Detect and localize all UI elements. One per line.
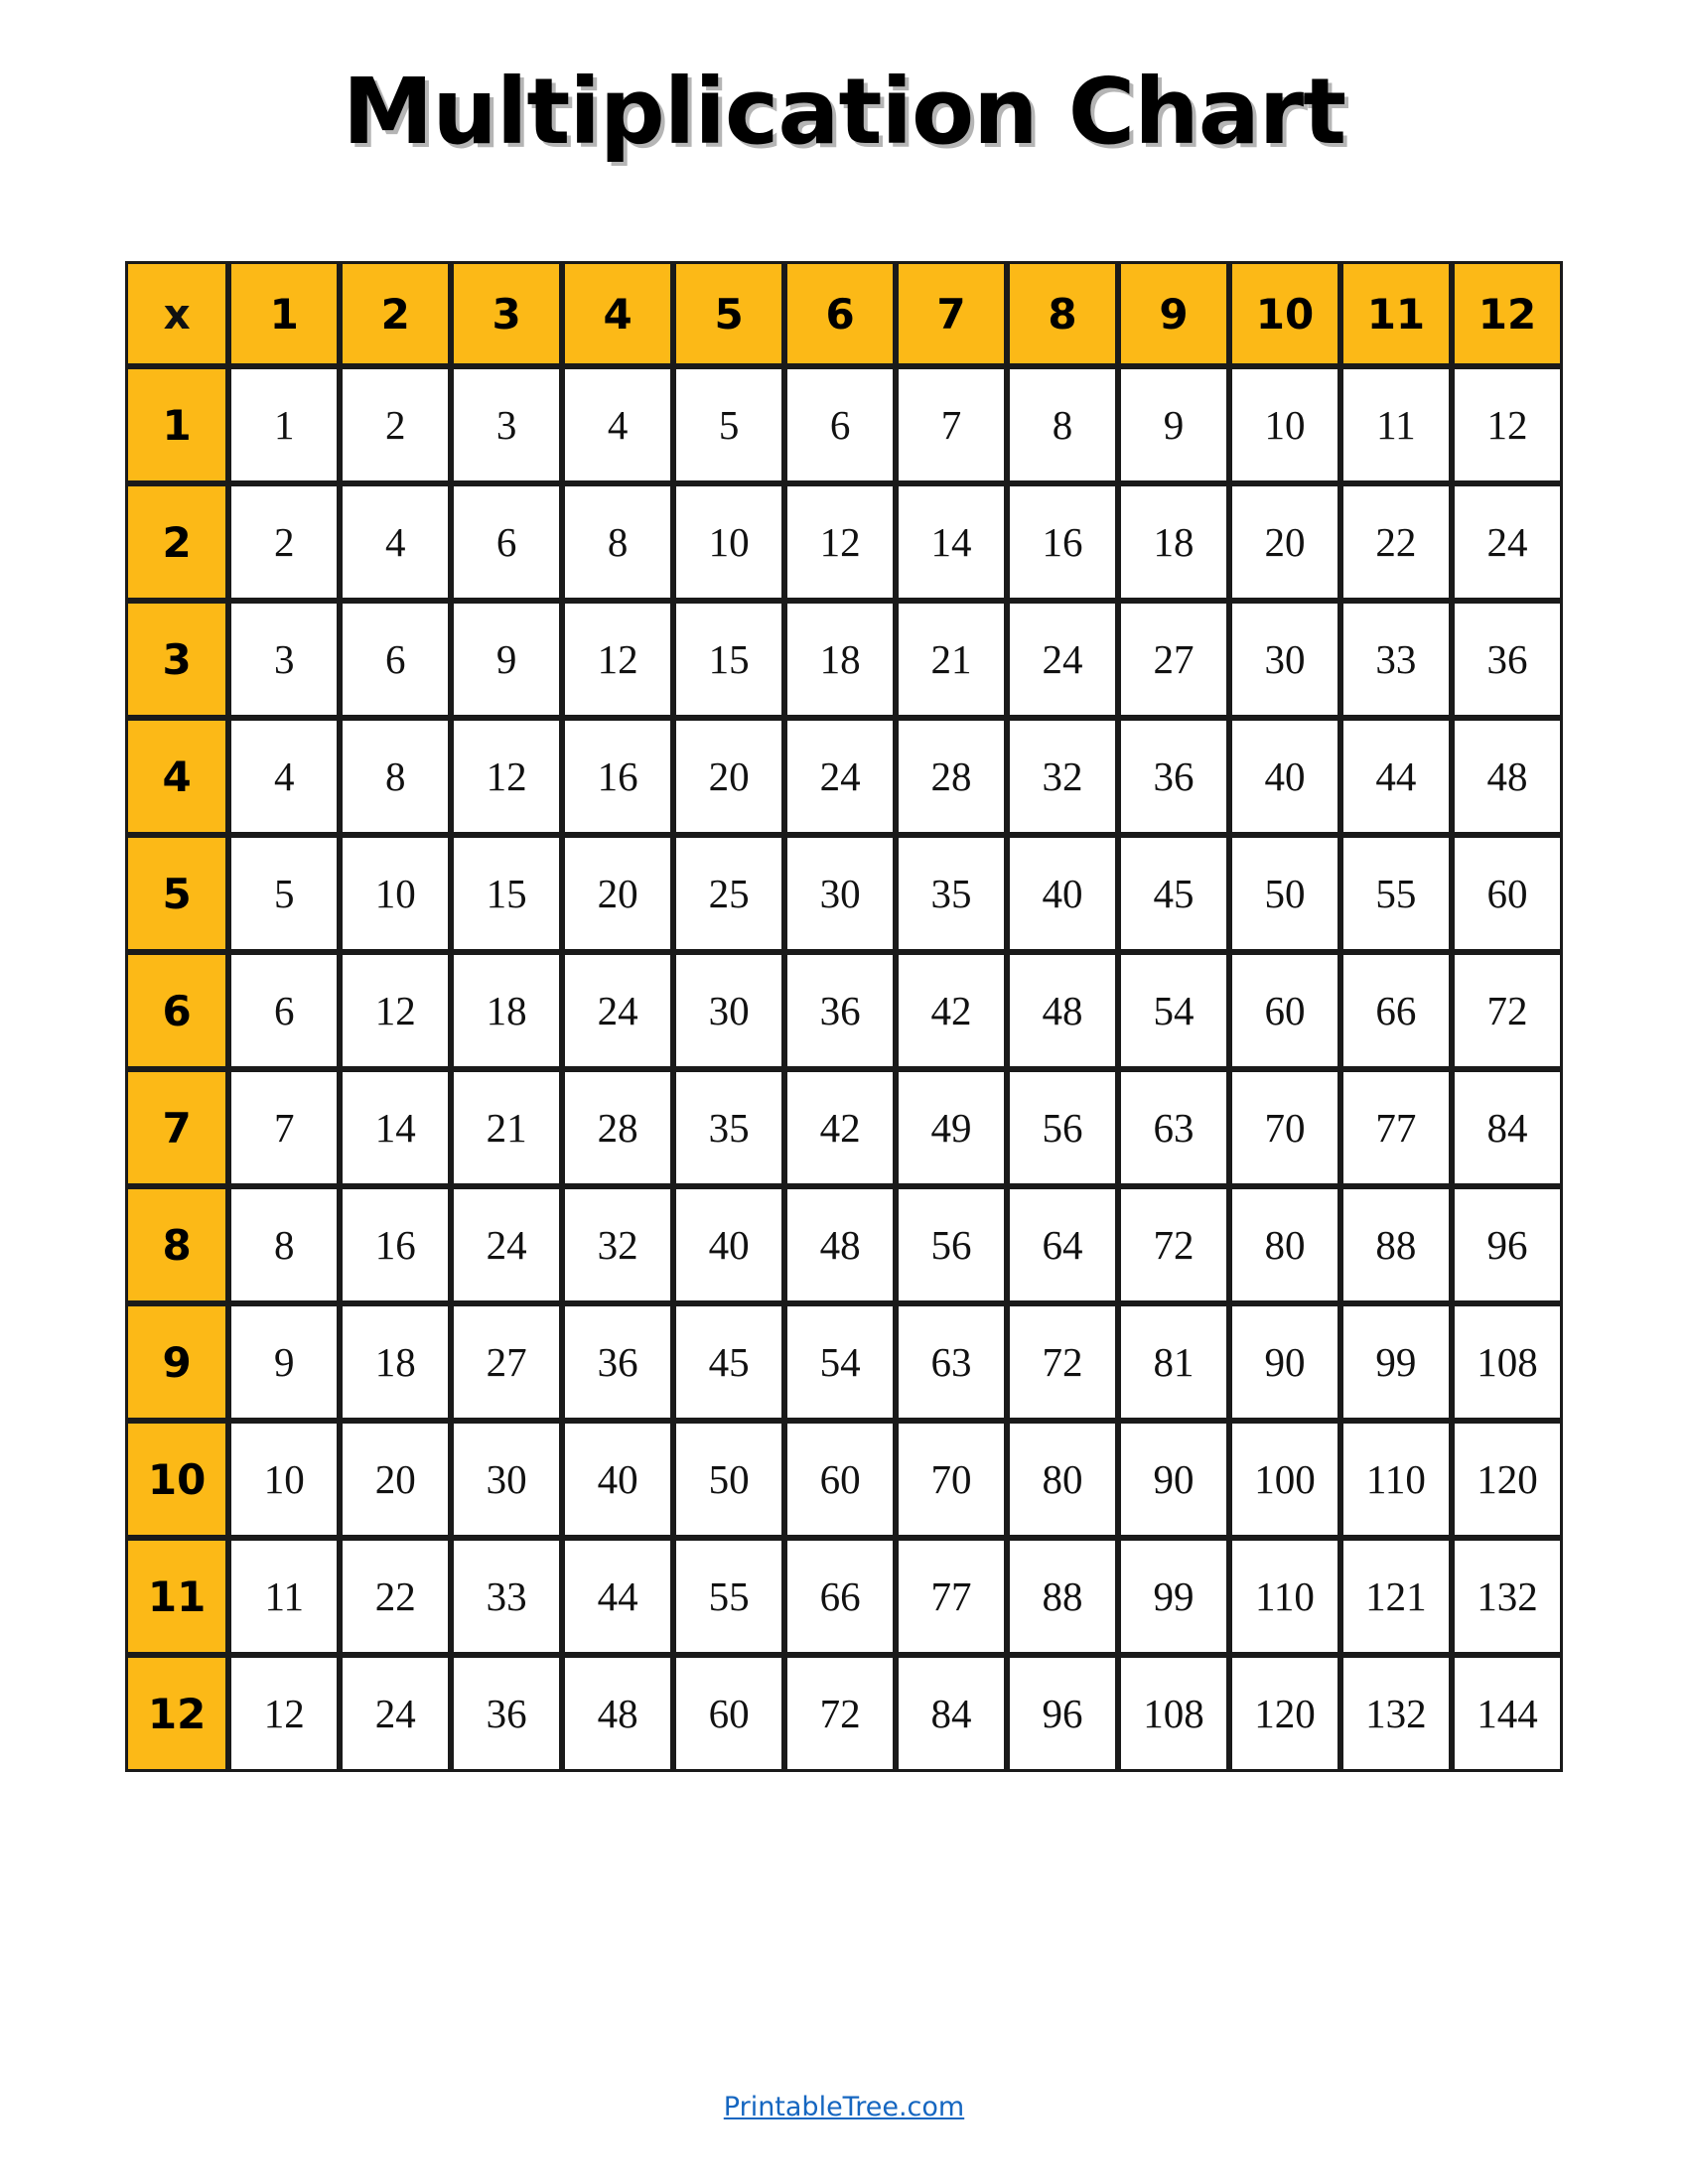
cell-9x8: 72	[1007, 1303, 1118, 1421]
cell-5x12: 60	[1452, 835, 1563, 952]
column-header-12: 12	[1452, 261, 1563, 366]
cell-6x9: 54	[1118, 952, 1229, 1069]
cell-2x12: 24	[1452, 483, 1563, 601]
cell-11x7: 77	[896, 1538, 1007, 1655]
cell-9x4: 36	[562, 1303, 673, 1421]
row-header-10: 10	[125, 1421, 228, 1538]
table-row	[125, 718, 1563, 835]
cell-12x7: 84	[896, 1655, 1007, 1772]
cell-4x1: 4	[228, 718, 340, 835]
cell-2x7: 14	[896, 483, 1007, 601]
cell-8x6: 48	[784, 1186, 896, 1303]
cell-10x7: 70	[896, 1421, 1007, 1538]
cell-12x2: 24	[340, 1655, 451, 1772]
cell-2x6: 12	[784, 483, 896, 601]
cell-4x10: 40	[1229, 718, 1340, 835]
column-header-6: 6	[784, 261, 896, 366]
table-header-row	[125, 261, 1563, 366]
cell-1x3: 3	[451, 366, 562, 483]
table-row	[125, 483, 1563, 601]
table-corner-cell: x	[125, 261, 228, 366]
cell-9x3: 27	[451, 1303, 562, 1421]
cell-11x4: 44	[562, 1538, 673, 1655]
row-header-6: 6	[125, 952, 228, 1069]
cell-9x7: 63	[896, 1303, 1007, 1421]
cell-12x5: 60	[673, 1655, 784, 1772]
cell-10x3: 30	[451, 1421, 562, 1538]
row-header-12: 12	[125, 1655, 228, 1772]
cell-9x11: 99	[1340, 1303, 1452, 1421]
cell-9x10: 90	[1229, 1303, 1340, 1421]
cell-11x9: 99	[1118, 1538, 1229, 1655]
cell-11x3: 33	[451, 1538, 562, 1655]
cell-9x6: 54	[784, 1303, 896, 1421]
table-row	[125, 1538, 1563, 1655]
cell-1x10: 10	[1229, 366, 1340, 483]
cell-7x3: 21	[451, 1069, 562, 1186]
cell-11x1: 11	[228, 1538, 340, 1655]
cell-1x5: 5	[673, 366, 784, 483]
cell-8x4: 32	[562, 1186, 673, 1303]
cell-3x5: 15	[673, 601, 784, 718]
cell-3x10: 30	[1229, 601, 1340, 718]
column-header-10: 10	[1229, 261, 1340, 366]
cell-3x8: 24	[1007, 601, 1118, 718]
cell-3x7: 21	[896, 601, 1007, 718]
row-header-3: 3	[125, 601, 228, 718]
cell-7x11: 77	[1340, 1069, 1452, 1186]
row-header-1: 1	[125, 366, 228, 483]
cell-6x7: 42	[896, 952, 1007, 1069]
column-header-2: 2	[340, 261, 451, 366]
cell-8x11: 88	[1340, 1186, 1452, 1303]
cell-11x8: 88	[1007, 1538, 1118, 1655]
row-header-7: 7	[125, 1069, 228, 1186]
cell-10x6: 60	[784, 1421, 896, 1538]
column-header-3: 3	[451, 261, 562, 366]
column-header-7: 7	[896, 261, 1007, 366]
table-row	[125, 1421, 1563, 1538]
cell-4x3: 12	[451, 718, 562, 835]
cell-1x9: 9	[1118, 366, 1229, 483]
row-header-8: 8	[125, 1186, 228, 1303]
cell-4x9: 36	[1118, 718, 1229, 835]
cell-8x7: 56	[896, 1186, 1007, 1303]
row-header-2: 2	[125, 483, 228, 601]
cell-1x8: 8	[1007, 366, 1118, 483]
cell-3x6: 18	[784, 601, 896, 718]
footer	[0, 2092, 1688, 2122]
table-row	[125, 601, 1563, 718]
cell-12x3: 36	[451, 1655, 562, 1772]
cell-6x2: 12	[340, 952, 451, 1069]
multiplication-table	[125, 261, 1563, 1772]
cell-10x10: 100	[1229, 1421, 1340, 1538]
cell-8x9: 72	[1118, 1186, 1229, 1303]
cell-10x2: 20	[340, 1421, 451, 1538]
cell-3x9: 27	[1118, 601, 1229, 718]
cell-12x12: 144	[1452, 1655, 1563, 1772]
cell-8x10: 80	[1229, 1186, 1340, 1303]
cell-6x1: 6	[228, 952, 340, 1069]
cell-7x4: 28	[562, 1069, 673, 1186]
cell-7x12: 84	[1452, 1069, 1563, 1186]
cell-2x11: 22	[1340, 483, 1452, 601]
cell-5x1: 5	[228, 835, 340, 952]
cell-10x9: 90	[1118, 1421, 1229, 1538]
cell-9x12: 108	[1452, 1303, 1563, 1421]
multiplication-table-container	[125, 261, 1563, 1772]
cell-7x8: 56	[1007, 1069, 1118, 1186]
cell-10x4: 40	[562, 1421, 673, 1538]
printabletree-link[interactable]: PrintableTree.com	[723, 2092, 965, 2122]
cell-2x5: 10	[673, 483, 784, 601]
cell-7x6: 42	[784, 1069, 896, 1186]
table-row	[125, 366, 1563, 483]
cell-4x4: 16	[562, 718, 673, 835]
cell-11x6: 66	[784, 1538, 896, 1655]
table-row	[125, 1303, 1563, 1421]
column-header-4: 4	[562, 261, 673, 366]
cell-10x11: 110	[1340, 1421, 1452, 1538]
cell-1x6: 6	[784, 366, 896, 483]
cell-6x8: 48	[1007, 952, 1118, 1069]
cell-9x5: 45	[673, 1303, 784, 1421]
cell-8x5: 40	[673, 1186, 784, 1303]
cell-4x8: 32	[1007, 718, 1118, 835]
cell-12x1: 12	[228, 1655, 340, 1772]
cell-11x10: 110	[1229, 1538, 1340, 1655]
cell-10x8: 80	[1007, 1421, 1118, 1538]
cell-1x12: 12	[1452, 366, 1563, 483]
column-header-9: 9	[1118, 261, 1229, 366]
cell-10x12: 120	[1452, 1421, 1563, 1538]
cell-5x6: 30	[784, 835, 896, 952]
cell-6x4: 24	[562, 952, 673, 1069]
cell-4x7: 28	[896, 718, 1007, 835]
cell-8x12: 96	[1452, 1186, 1563, 1303]
column-header-1: 1	[228, 261, 340, 366]
cell-10x1: 10	[228, 1421, 340, 1538]
cell-2x1: 2	[228, 483, 340, 601]
cell-8x1: 8	[228, 1186, 340, 1303]
row-header-9: 9	[125, 1303, 228, 1421]
cell-5x10: 50	[1229, 835, 1340, 952]
table-row	[125, 1655, 1563, 1772]
cell-2x2: 4	[340, 483, 451, 601]
cell-8x3: 24	[451, 1186, 562, 1303]
cell-5x9: 45	[1118, 835, 1229, 952]
cell-6x11: 66	[1340, 952, 1452, 1069]
cell-11x2: 22	[340, 1538, 451, 1655]
cell-3x2: 6	[340, 601, 451, 718]
cell-4x12: 48	[1452, 718, 1563, 835]
cell-7x9: 63	[1118, 1069, 1229, 1186]
cell-6x6: 36	[784, 952, 896, 1069]
cell-12x9: 108	[1118, 1655, 1229, 1772]
cell-2x4: 8	[562, 483, 673, 601]
cell-1x11: 11	[1340, 366, 1452, 483]
cell-3x12: 36	[1452, 601, 1563, 718]
cell-11x5: 55	[673, 1538, 784, 1655]
cell-9x2: 18	[340, 1303, 451, 1421]
cell-12x10: 120	[1229, 1655, 1340, 1772]
column-header-11: 11	[1340, 261, 1452, 366]
cell-4x5: 20	[673, 718, 784, 835]
cell-11x12: 132	[1452, 1538, 1563, 1655]
cell-4x11: 44	[1340, 718, 1452, 835]
cell-9x1: 9	[228, 1303, 340, 1421]
cell-6x3: 18	[451, 952, 562, 1069]
cell-1x4: 4	[562, 366, 673, 483]
cell-5x4: 20	[562, 835, 673, 952]
row-header-5: 5	[125, 835, 228, 952]
cell-6x10: 60	[1229, 952, 1340, 1069]
cell-3x4: 12	[562, 601, 673, 718]
cell-5x5: 25	[673, 835, 784, 952]
cell-3x1: 3	[228, 601, 340, 718]
page-title: Multiplication Chart	[342, 59, 1346, 165]
cell-7x10: 70	[1229, 1069, 1340, 1186]
cell-7x2: 14	[340, 1069, 451, 1186]
cell-4x6: 24	[784, 718, 896, 835]
cell-5x8: 40	[1007, 835, 1118, 952]
cell-3x3: 9	[451, 601, 562, 718]
cell-2x3: 6	[451, 483, 562, 601]
cell-2x9: 18	[1118, 483, 1229, 601]
cell-12x6: 72	[784, 1655, 896, 1772]
cell-7x7: 49	[896, 1069, 1007, 1186]
cell-1x7: 7	[896, 366, 1007, 483]
column-header-8: 8	[1007, 261, 1118, 366]
table-row	[125, 1186, 1563, 1303]
table-row	[125, 952, 1563, 1069]
cell-11x11: 121	[1340, 1538, 1452, 1655]
cell-3x11: 33	[1340, 601, 1452, 718]
cell-7x5: 35	[673, 1069, 784, 1186]
cell-2x8: 16	[1007, 483, 1118, 601]
cell-1x2: 2	[340, 366, 451, 483]
cell-6x5: 30	[673, 952, 784, 1069]
table-row	[125, 835, 1563, 952]
cell-5x3: 15	[451, 835, 562, 952]
column-header-5: 5	[673, 261, 784, 366]
cell-12x11: 132	[1340, 1655, 1452, 1772]
cell-9x9: 81	[1118, 1303, 1229, 1421]
cell-10x5: 50	[673, 1421, 784, 1538]
cell-2x10: 20	[1229, 483, 1340, 601]
cell-12x4: 48	[562, 1655, 673, 1772]
row-header-11: 11	[125, 1538, 228, 1655]
row-header-4: 4	[125, 718, 228, 835]
cell-6x12: 72	[1452, 952, 1563, 1069]
cell-4x2: 8	[340, 718, 451, 835]
table-row	[125, 1069, 1563, 1186]
cell-5x7: 35	[896, 835, 1007, 952]
cell-8x2: 16	[340, 1186, 451, 1303]
cell-5x11: 55	[1340, 835, 1452, 952]
cell-8x8: 64	[1007, 1186, 1118, 1303]
cell-7x1: 7	[228, 1069, 340, 1186]
cell-12x8: 96	[1007, 1655, 1118, 1772]
cell-5x2: 10	[340, 835, 451, 952]
cell-1x1: 1	[228, 366, 340, 483]
